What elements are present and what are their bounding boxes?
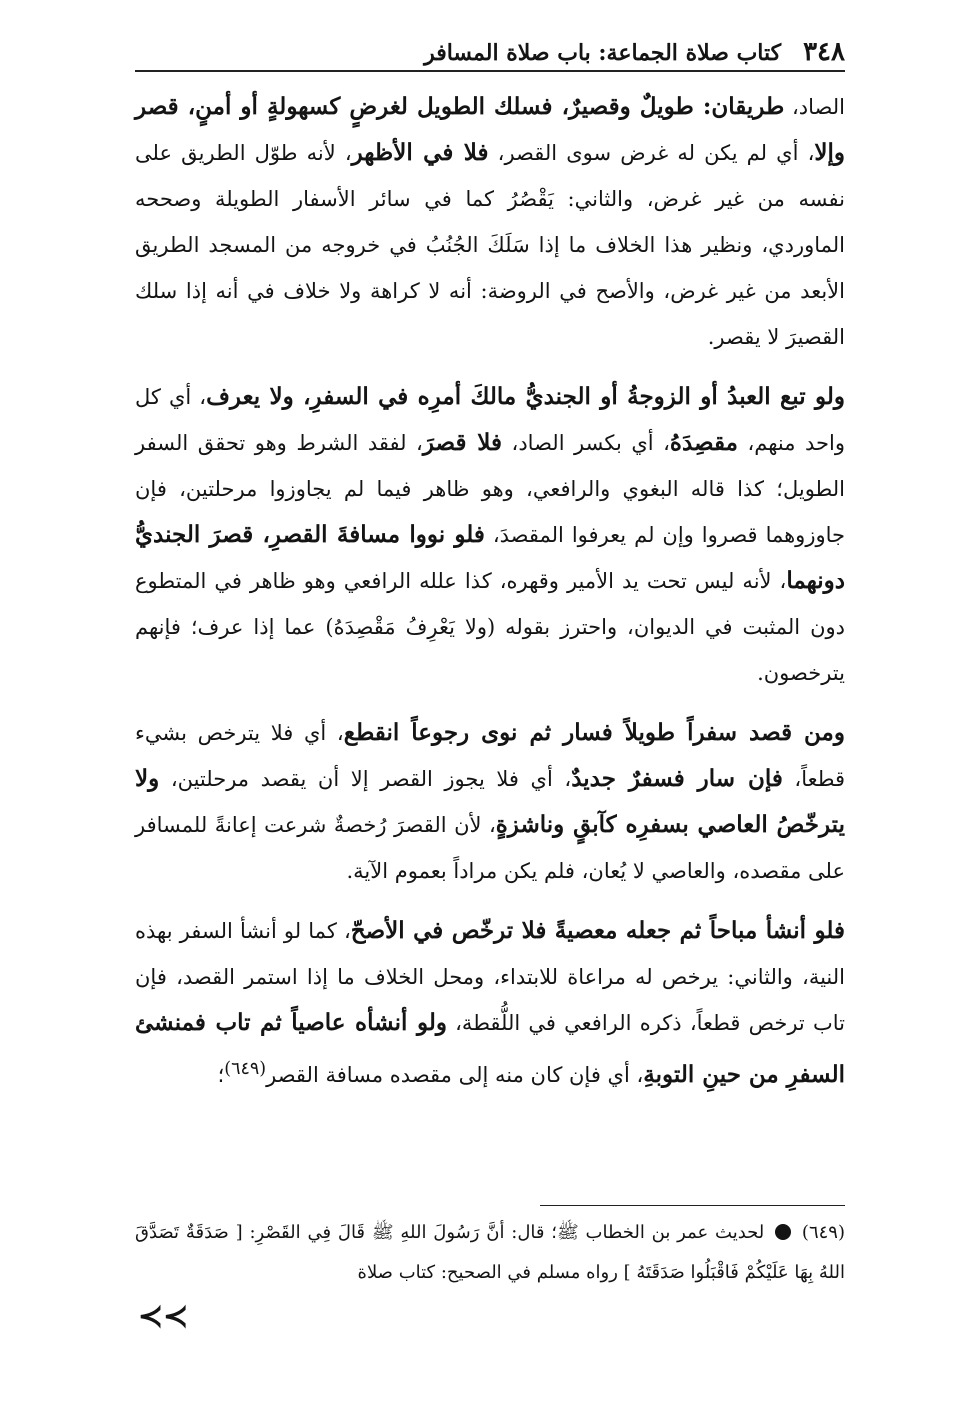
matn-text: فلو نووا مسافةَ القصرِ، قصرَ الجنديُّ دونهما — [135, 521, 845, 594]
page-header — [135, 28, 845, 68]
matn-text: ومن قصد سفراً طويلاً فسار ثم نوى رجوعاً انقطع — [343, 719, 845, 746]
header-rule — [135, 70, 845, 72]
commentary-text: ، أي فلا يجوز القصر إلا أن يقصد مرحلتين، — [159, 767, 572, 791]
matn-text: ولو تبع العبدُ أو الزوجةُ أو الجنديُّ مالكَ أمرِه في السفرِ، ولا يعرف — [206, 383, 845, 410]
paragraph-4 — [135, 908, 845, 1098]
commentary-text: ، لأنه طوّل الطريق على نفسه من غير غرض، والثاني: يَقْصُرُ كما في سائر الأسفار الطويلة وصححه الماوردي، ونظير هذا الخلاف ما إذا سَلَكَ الجُنُبُ في خروجه من المسجد الطريق الأبعد من غير غرض، والأصح في الروضة: أنه لا كراهة ولا خلاف في أنه إذا سلك القصيرَ لا يقصر. — [135, 141, 845, 349]
body-text — [135, 84, 845, 1098]
commentary-text: ، لأن القصرَ رُخصةٌ شرعت إعانةً للمسافر على مقصده، والعاصي لا يُعان، فلم يكن مراداً بعموم الآية. — [135, 813, 845, 883]
commentary-text: ، لفقد الشرط وهو تحقق السفر الطويل؛ كذا قاله البغوي والرافعي، وهو ظاهر فيما لم يجاوزوا مرحلتين، فإن جاوزوهما قصروا وإن لم يعرفوا المقصدَ، — [135, 431, 845, 547]
footnote-rule — [540, 1205, 845, 1206]
matn-text: ولا يترخّصُ العاصي بسفرِه كآبقٍ وناشزةٍ — [135, 765, 845, 838]
page-number: ٣٤٨ — [803, 37, 845, 67]
footnote-ref: (٦٤٩) — [224, 1059, 267, 1079]
footnote-number: (٦٤٩) — [801, 1222, 845, 1243]
matn-text: فإن سار فسفرٌ جديدٌ — [571, 765, 783, 792]
commentary-text: ، أي بكسر الصاد، — [502, 431, 670, 455]
commentary-text: ، أي لم يكن له غرض سوى القصر، — [488, 141, 815, 165]
footnote — [135, 1213, 845, 1293]
matn-text: فلا قصرَ — [422, 429, 503, 456]
commentary-text: ؛ — [217, 1063, 225, 1087]
commentary-text: ، كما لو أنشأ السفر بهذه النية، والثاني: يرخص له مراعاة للابتداء، ومحل الخلاف ما إذا استمر القصد، فإن تاب ترخص قطعاً، ذكره الرافعي في اللُّقطة، — [135, 919, 845, 1035]
footnote-text: لحديث عمر بن الخطاب ﷺ؛ قال: أنَّ رَسُولَ اللهِ ﷺ قَالَ فِي القَصْرِ: [ صَدَقَةٌ تَصَدَّقَ اللهُ بِهَا عَلَيْكُمْ فَاقْبَلُوا صَدَقَتَهُ ] رواه مسلم في الصحيح: كتاب صلاة — [135, 1222, 845, 1283]
matn-text: طريقان: طويلٌ وقصيرٌ، فسلك الطويل لغرضٍ كسهولةٍ أو أمنٍ، قصر وإلا — [135, 93, 845, 166]
page-turn-mark: ≺≺ — [138, 1299, 189, 1334]
commentary-text: الصاد، — [784, 95, 845, 119]
paragraph-1 — [135, 84, 845, 360]
paragraph-3 — [135, 710, 845, 894]
commentary-text: ، أي فإن كان منه إلى مقصده مسافة القصر — [266, 1063, 644, 1087]
commentary-text: ، لأنه ليس تحت يد الأمير وقهره، كذا علله الرافعي وهو ظاهر في المتطوع دون المثبت في الديوان، واحترز بقوله (ولا يَعْرِفُ مَقْصِدَهُ) عما إذا عرف؛ فإنهم يترخصون. — [135, 569, 845, 685]
matn-text: مقصِدَهُ — [669, 429, 738, 456]
matn-text: فلا في الأظهر — [351, 139, 489, 166]
running-title: كتاب صلاة الجماعة: باب صلاة المسافر — [424, 40, 782, 66]
circle-mark-icon — [775, 1224, 791, 1240]
commentary-text: ، أي فلا يترخص بشيء قطعاً، — [135, 721, 846, 791]
paragraph-2 — [135, 374, 845, 696]
commentary-text: ، أي كل واحد منهم، — [135, 385, 845, 455]
matn-text: فلو أنشأ مباحاً ثم جعله معصيةً فلا ترخّص في الأصحّ — [350, 917, 845, 944]
matn-text: ولو أنشأه عاصياً ثم تاب فمنشئ السفرِ من حينِ التوبةِ — [135, 1009, 845, 1088]
